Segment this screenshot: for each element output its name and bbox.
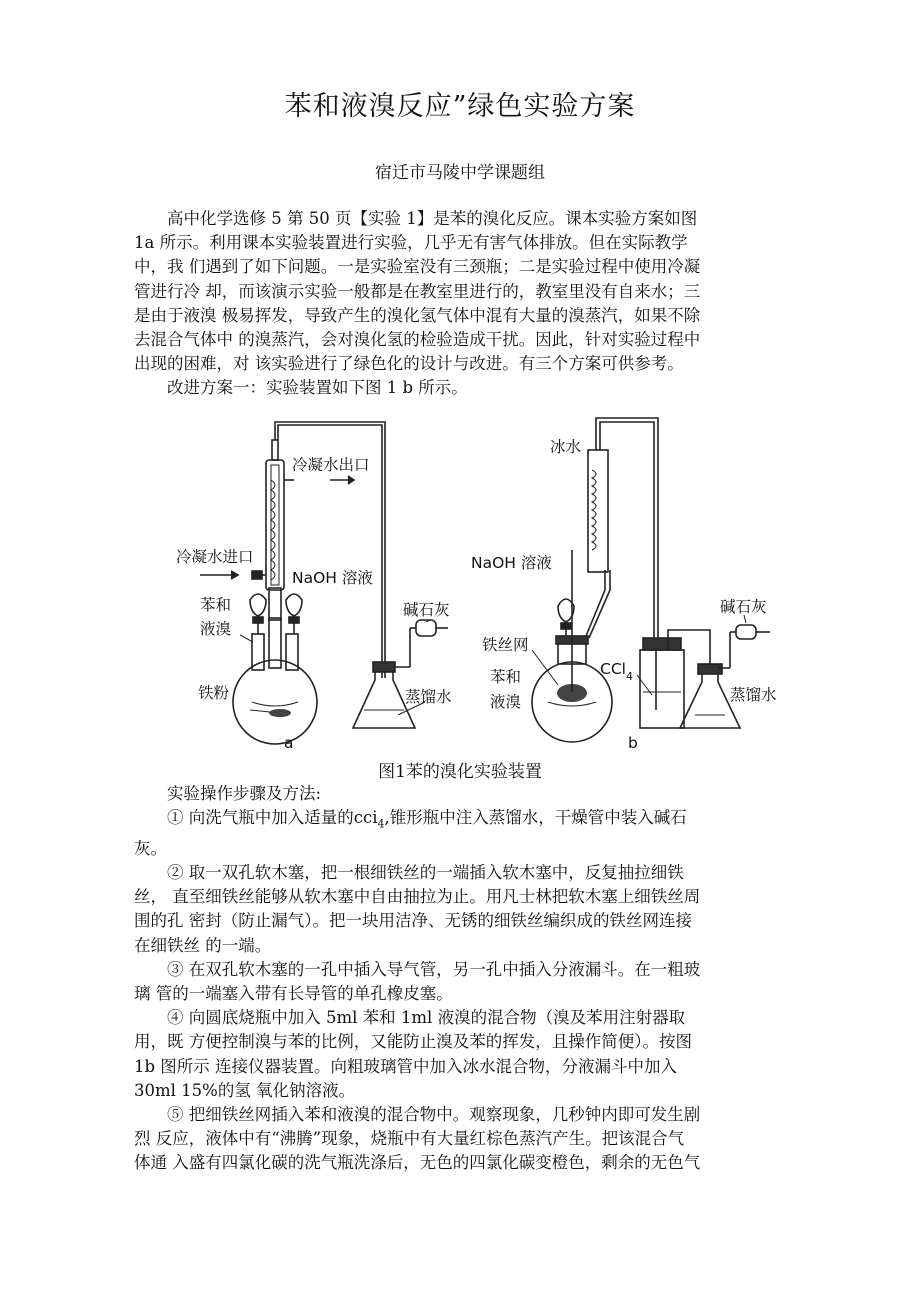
panel-label-b: b bbox=[628, 734, 638, 752]
label-condenser-inlet: 冷凝水进口 bbox=[176, 548, 254, 566]
step-4-line: 用，既 方便控制溴与苯的比例，又能防止溴及苯的挥发，且操作简便）。按图 bbox=[134, 1032, 692, 1052]
step-5-line: ⑤ 把细铁丝网插入苯和液溴的混合物中。观察现象，几秒钟内即可发生剧 bbox=[167, 1104, 701, 1124]
dropping-funnel-right bbox=[286, 594, 302, 616]
intro-line: 是由于液溴 极易挥发，导致产生的溴化氢气体中混有大量的溴蒸汽，如果不除 bbox=[134, 305, 701, 325]
drying-tube-a bbox=[416, 620, 436, 636]
gas-washing-bottle bbox=[640, 650, 684, 728]
intro-line: 管进行冷 却，而该演示实验一般都是在教室里进行的，教室里没有自来水；三 bbox=[134, 281, 701, 301]
intro-line: 1a 所示。利用课本实验装置进行实验，几乎无有害气体排放。但在实际教学 bbox=[134, 233, 688, 253]
label-iron-mesh: 铁丝网 bbox=[482, 636, 529, 654]
step-1-line: ① 向洗气瓶中加入适量的cci$_4$,锥形瓶中注入蒸馏水，干燥管中装入碱石 bbox=[167, 808, 687, 831]
step-2-line: 围的孔 密封（防止漏气）。把一块用洁净、无锈的细铁丝编织成的铁丝网连接 bbox=[134, 911, 692, 931]
figure-caption: 图1苯的溴化实验装置 bbox=[378, 762, 542, 782]
step-2-line: 在细铁丝 的一端。 bbox=[134, 935, 272, 955]
label-benzene-bromine-a1: 苯和 bbox=[200, 596, 232, 614]
round-bottom-flask-a bbox=[233, 660, 317, 744]
label-soda-lime-b: 碱石灰 bbox=[720, 598, 767, 616]
step-4-line: 1b 图所示 连接仪器装置。向粗玻璃管中加入冰水混合物，分液漏斗中加入 bbox=[134, 1056, 678, 1076]
apparatus-figure bbox=[140, 410, 790, 755]
label-naoh-a: NaOH 溶液 bbox=[292, 569, 373, 587]
step-3-line: ③ 在双孔软木塞的一孔中插入导气管，另一孔中插入分液漏斗。在一粗玻 bbox=[167, 959, 701, 979]
intro-line: 高中化学选修 5 第 50 页【实验 1】是苯的溴化反应。课本实验方案如图 bbox=[167, 209, 698, 228]
plan-one-line: 改进方案一：实验装置如下图 1 b 所示。 bbox=[167, 378, 468, 398]
step-5-line: 烈 反应，液体中有“沸腾”现象，烧瓶中有大量红棕色蒸汽产生。把该混合气 bbox=[134, 1129, 685, 1149]
dropping-funnel-left bbox=[250, 594, 266, 616]
label-condenser-outlet: 冷凝水出口 bbox=[292, 456, 370, 474]
label-benzene-bromine-a2: 液溴 bbox=[200, 620, 232, 638]
step-3-line: 璃 管的一端塞入带有长导管的单孔橡皮塞。 bbox=[134, 983, 453, 1003]
document-title: 苯和液溴反应”绿色实验方案 bbox=[284, 91, 636, 122]
iron-powder-pile bbox=[269, 709, 291, 717]
step-2-line: 丝， 直至细铁丝能够从软木塞中自由抽拉为止。用凡士林把软木塞上细铁丝周 bbox=[134, 887, 701, 907]
step-5-line: 体通 入盛有四氯化碳的洗气瓶洗涤后，无色的四氯化碳变橙色，剩余的无色气 bbox=[134, 1153, 701, 1173]
step-4-line: ④ 向圆底烧瓶中加入 5ml 苯和 1ml 液溴的混合物（溴及苯用注射器取 bbox=[167, 1008, 686, 1028]
ice-water-tube bbox=[588, 450, 608, 572]
label-ccl4: CCl$_4$ bbox=[600, 660, 633, 683]
label-ice-water: 冰水 bbox=[550, 438, 582, 456]
author-line: 宿迁市马陵中学课题组 bbox=[375, 163, 545, 183]
drying-tube-b bbox=[736, 625, 756, 639]
label-iron-powder: 铁粉 bbox=[198, 684, 230, 702]
intro-paragraph bbox=[134, 207, 779, 401]
panel-label-a: a bbox=[284, 734, 294, 752]
label-distilled-water-a: 蒸馏水 bbox=[405, 688, 452, 706]
step-1-line: 灰。 bbox=[134, 838, 167, 858]
steps-section bbox=[134, 782, 779, 1176]
step-4-line: 30ml 15%的氢 氧化钠溶液。 bbox=[134, 1080, 356, 1100]
label-distilled-water-b: 蒸馏水 bbox=[730, 686, 777, 704]
label-benzene-bromine-b2: 液溴 bbox=[490, 693, 522, 711]
intro-line: 出现的困难，对 该实验进行了绿色化的设计与改进。有三个方案可供参考。 bbox=[134, 354, 684, 374]
label-benzene-bromine-b1: 苯和 bbox=[490, 668, 522, 686]
label-soda-lime-a: 碱石灰 bbox=[403, 601, 450, 619]
intro-line: 中，我 们遇到了如下问题。一是实验室没有三颈瓶；二是实验过程中使用冷凝 bbox=[134, 257, 701, 277]
step-2-line: ② 取一双孔软木塞，把一根细铁丝的一端插入软木塞中，反复抽拉细铁 bbox=[167, 862, 684, 882]
label-naoh-b: NaOH 溶液 bbox=[471, 554, 552, 572]
intro-line: 去混合气体中 的溴蒸汽，会对溴化氢的检验造成干扰。因此，针对实验过程中 bbox=[134, 330, 701, 350]
steps-heading: 实验操作步骤及方法: bbox=[167, 784, 322, 803]
